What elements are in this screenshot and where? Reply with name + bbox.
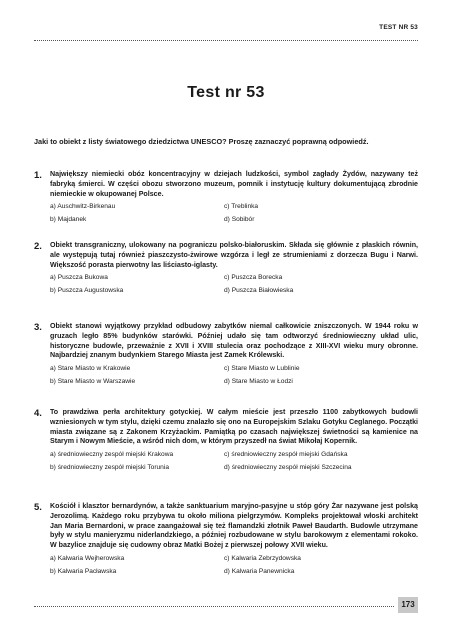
question-3	[34, 322, 418, 386]
question-number: 4.	[34, 408, 42, 419]
question-text: Obiekt stanowi wyjątkowy przykład odbudowy zabytków niemal całkowicie zniszczonych. W 1944 roku w gruzach legło 85% budynków starówki. Później udało się tam odtworzyć średniowieczny układ ulic, historyczne budowle, przeważnie z XVII i XVIII stulecia oraz pochodzące z XIII-XVI wieku mury obronne. Najbardziej znanym budynkiem Starego Miasta jest Zamek Królewski.	[50, 322, 418, 360]
question-text: Kościół i klasztor bernardynów, a także sanktuarium maryjno-pasyjne u stóp góry Żar nazywane jest polską Jerozolimą. Każdego roku przybywa tu około miliona pielgrzymów. Kompleks projektował włoski architekt Jan Maria Bernardoni, w prace zaangażował się też flamandzki złotnik Paweł Baudarth. Budowle utrzymane były w stylu manieryzmu niderlandzkiego, a później rozbudowane w stylu barokowym z elementami rokoko. W bazylice znajduje się cudowny obraz Matki Bożej z pierwszej połowy XVII wieku.	[50, 502, 418, 550]
option-c[interactable]: c) Treblinka	[224, 203, 259, 211]
option-b[interactable]: b) Majdanek	[50, 216, 87, 224]
option-b[interactable]: b) Stare Miasto w Warszawie	[50, 378, 136, 386]
question-number: 5.	[34, 502, 42, 513]
option-d[interactable]: d) Kalwaria Panewnicka	[224, 567, 295, 575]
question-2	[34, 241, 418, 295]
option-b[interactable]: b) Puszcza Augustowska	[50, 287, 124, 295]
question-number: 2.	[34, 241, 42, 252]
page-title: Test nr 53	[187, 84, 265, 101]
answer-options	[50, 202, 418, 224]
bottom-divider	[34, 606, 394, 607]
question-1	[34, 170, 418, 224]
answer-options	[50, 554, 418, 576]
answer-options	[50, 364, 418, 386]
option-a[interactable]: a) Stare Miasto w Krakowie	[50, 365, 131, 373]
option-d[interactable]: d) Sobibór	[224, 216, 255, 224]
answer-options	[50, 273, 418, 295]
question-text: Obiekt transgraniczny, ulokowany na pograniczu polsko-białoruskim. Składa się głównie z płaskich równin, ale występują tutaj również piaszczysto-żwirowe wzgórza i legł ze strumieniami z dorzecza Bugu i Narwi. Większość porasta pierwotny las liściasto-iglasty.	[50, 241, 418, 269]
option-a[interactable]: a) Auschwitz-Birkenau	[50, 203, 116, 211]
page-number: 173	[398, 597, 418, 613]
question-number: 1.	[34, 170, 42, 181]
option-d[interactable]: d) Puszcza Białowieska	[224, 287, 294, 295]
top-divider	[34, 40, 418, 41]
option-c[interactable]: c) Kalwaria Zebrzydowska	[224, 554, 301, 562]
question-text: To prawdziwa perła architektury gotyckiej. W całym mieście jest przeszło 1100 zabytkowych budowli wzniesionych w tym stylu, dzięki czemu znalazło się ono na Europejskim Szlaku Gotyku Ceglanego. Początki miasta związane są z Zakonem Krzyżackim. Pamiątką po czasach największej świetności są kamienice na Starym i Nowym Mieście, a wśród nich dom, w którym przyszedł na świat Mikołaj Kopernik.	[50, 408, 418, 446]
option-c[interactable]: c) Puszcza Borecka	[224, 274, 283, 282]
option-b[interactable]: b) Kalwaria Pacławska	[50, 567, 117, 575]
option-b[interactable]: b) średniowieczny zespół miejski Torunia	[50, 464, 169, 472]
option-a[interactable]: a) Puszcza Bukowa	[50, 274, 108, 282]
question-5	[34, 502, 418, 576]
answer-options	[50, 450, 418, 472]
option-d[interactable]: d) średniowieczny zespół miejski Szczecina	[224, 464, 352, 472]
option-a[interactable]: a) Kalwaria Wejherowska	[50, 554, 125, 562]
question-number: 3.	[34, 322, 42, 333]
question-4	[34, 408, 418, 472]
option-c[interactable]: c) średniowieczny zespół miejski Gdańska	[224, 451, 348, 459]
question-text: Największy niemiecki obóz koncentracyjny w dziejach ludzkości, symbol zagłady Żydów, nazywany też fabryką śmierci. W części obozu stworzono muzeum, pomnik i instytucję kultury dokumentującą zbrodnie niemieckie w okupowanej Polsce.	[50, 170, 418, 198]
option-a[interactable]: a) średniowieczny zespół miejski Krakowa	[50, 451, 174, 459]
instruction: Jaki to obiekt z listy światowego dziedzictwa UNESCO? Proszę zaznaczyć poprawną odpowiedź.	[34, 137, 369, 146]
option-d[interactable]: d) Stare Miasto w Łodzi	[224, 378, 293, 386]
option-c[interactable]: c) Stare Miasto w Lublinie	[224, 365, 300, 373]
section-label: TEST NR 53	[379, 24, 418, 31]
